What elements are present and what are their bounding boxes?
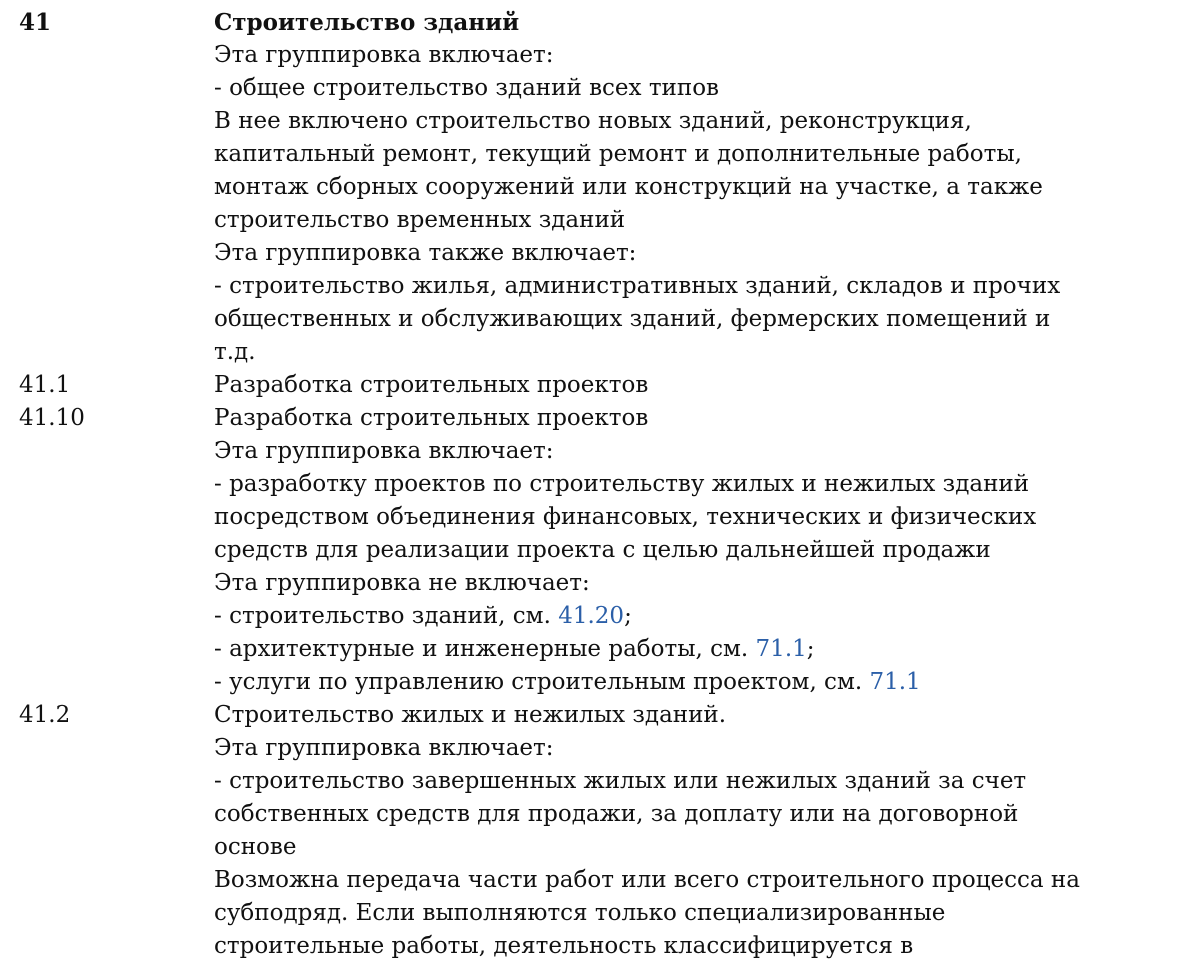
entry-title: Строительство зданий (214, 9, 520, 36)
entry-text-line: монтаж сборных сооружений или конструкций на участке, а также (214, 174, 1043, 200)
entry-content (214, 369, 1004, 402)
entry-text-line: средств для реализации проекта с целью дальнейшей продажи (214, 537, 991, 563)
entry-text-line: Эта группировка включает: (214, 735, 554, 761)
entry-content (214, 699, 1080, 963)
exclusion-text: - архитектурные и инженерные работы, см. (214, 636, 756, 662)
entry-text-line: Эта группировка также включает: (214, 240, 637, 266)
entry-content (214, 6, 1061, 369)
exclusion-item (214, 600, 1004, 633)
entry-text-line: - разработку проектов по строительству жилых и нежилых зданий (214, 471, 1030, 497)
entry-text-line: Эта группировка включает: (214, 42, 554, 68)
ref-link-41-20[interactable]: 41.20 (558, 603, 625, 629)
entry-text-line: т.д. (214, 339, 256, 365)
exclusion-item (214, 633, 1004, 666)
entry-text-line: В нее включено строительство новых зданий, реконструкция, (214, 108, 972, 134)
exclusion-text: - услуги по управлению строительным проектом, см. (214, 669, 870, 695)
entry-text-line: капитальный ремонт, текущий ремонт и дополнительные работы, (214, 141, 1022, 167)
entry-text-line: Эта группировка не включает: (214, 570, 590, 596)
entry-code: 41.2 (19, 702, 71, 728)
entry-text-line: общественных и обслуживающих зданий, фермерских помещений и (214, 306, 1051, 332)
entry-title: Строительство жилых и нежилых зданий. (214, 702, 727, 728)
exclusion-text: - строительство зданий, см. (214, 603, 559, 629)
exclusion-suffix: ; (806, 636, 815, 662)
entry-code: 41 (19, 9, 52, 36)
entry-text-line: основе (214, 834, 297, 860)
entry-text-line: собственных средств для продажи, за доплату или на договорной (214, 801, 1019, 827)
entry-text-line: - строительство завершенных жилых или нежилых зданий за счет (214, 768, 1027, 794)
entry-text-line: Эта группировка включает: (214, 438, 554, 464)
entry-41 (0, 6, 1200, 369)
entry-41-1 (0, 369, 1200, 402)
ref-link-71-1[interactable]: 71.1 (755, 636, 807, 662)
ref-link-71-1[interactable]: 71.1 (869, 669, 921, 695)
entry-title: Разработка строительных проектов (214, 405, 649, 431)
entry-text-line: посредством объединения финансовых, технических и физических (214, 504, 1037, 530)
entry-title: Разработка строительных проектов (214, 372, 649, 398)
entry-41-2 (0, 699, 1200, 963)
exclusion-item (214, 666, 1004, 699)
exclusion-suffix: ; (624, 603, 632, 629)
entry-code: 41.10 (19, 405, 85, 431)
entry-41-10 (0, 402, 1200, 699)
entry-text-line: строительство временных зданий (214, 207, 626, 233)
entry-text-line: - строительство жилья, административных зданий, складов и прочих (214, 273, 1061, 299)
entry-text-line: Возможна передача части работ или всего строительного процесса на (214, 867, 1080, 893)
entry-content (214, 402, 1037, 699)
entry-text-line: - общее строительство зданий всех типов (214, 75, 720, 101)
entry-code: 41.1 (19, 372, 71, 398)
entry-text-line: строительные работы, деятельность классифицируется в (214, 933, 914, 959)
entry-text-line: субподряд. Если выполняются только специализированные (214, 900, 946, 926)
